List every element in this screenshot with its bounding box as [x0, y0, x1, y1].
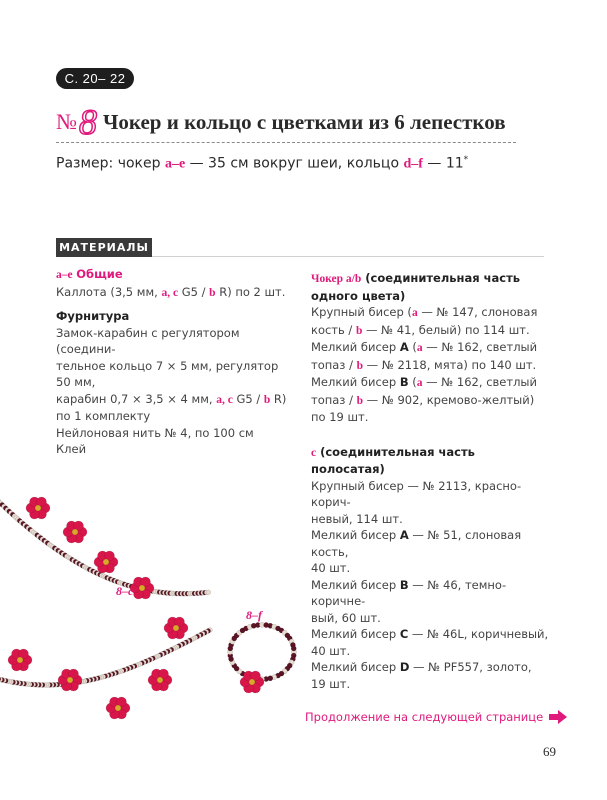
r2-text: кость /	[311, 322, 356, 337]
choker-ab-rest: (соединительная часть	[361, 271, 521, 285]
f3-mid: G5 /	[232, 391, 264, 406]
number-sign: №	[56, 109, 77, 134]
f3-a: a	[216, 393, 222, 406]
s9-D: D	[399, 660, 410, 674]
s3-end: — № 51, слоновая кость,	[311, 528, 522, 559]
materials-label: МАТЕРИАЛЫ	[59, 241, 149, 254]
s9-text: Мелкий бисер	[311, 660, 400, 674]
continue-text: Продолжение на следующей странице	[305, 710, 544, 724]
page-title: Чокер и кольцо с цветками из 6 лепестков	[103, 109, 506, 134]
r4-b: b	[356, 359, 364, 372]
choker-flower-3-center	[103, 559, 109, 565]
c-line-7	[311, 626, 551, 643]
choker-ab-heading	[311, 270, 551, 288]
project-number: 8	[79, 102, 97, 142]
materials-heading	[56, 238, 152, 257]
ab-line-7: по 19 шт.	[311, 410, 369, 424]
size-footnote-mark: *	[463, 155, 469, 165]
furnitura-line-4: по 1 комплекту	[56, 409, 151, 423]
furnitura-line-1: Замок-карабин с регулятором (соедини-	[56, 325, 240, 356]
callota-text: Каллота (3,5 мм,	[56, 284, 162, 299]
r6-end: — № 902, кремово-желтый)	[363, 392, 535, 407]
s3-A: A	[399, 528, 409, 542]
choker-flower-1-center	[35, 505, 41, 511]
ab-line-5	[311, 374, 551, 392]
c-line-3	[311, 527, 551, 560]
s7-text: Мелкий бисер	[311, 627, 400, 641]
callota-line	[56, 284, 296, 302]
r1-text: Крупный бисер (	[311, 305, 412, 319]
choker-c-rest: (соединительная часть полосатая)	[311, 444, 475, 476]
materials-rule	[152, 256, 544, 257]
r3-A: A	[399, 340, 409, 354]
ring-photo-label: 8–f	[246, 608, 262, 622]
ab-line-4	[311, 357, 551, 375]
furnitura-heading: Фурнитура	[56, 309, 130, 323]
c-line-4: 40 шт.	[311, 561, 351, 575]
furnitura-line-2: тельное кольцо 7 × 5 мм, регулятор 50 мм,	[56, 358, 279, 389]
r4-text: топаз /	[311, 357, 357, 372]
callota-end: R) по 2 шт.	[215, 284, 286, 299]
materials-right-column	[311, 270, 551, 692]
choker-ab-heading-line2: одного цвета)	[311, 288, 406, 303]
furnitura-line-3	[56, 391, 296, 409]
r4-end: — № 2118, мята) по 140 шт.	[363, 357, 537, 372]
r2-b: b	[355, 324, 363, 337]
ab-line-1	[311, 304, 551, 322]
r3-end: — № 162, светлый	[422, 340, 538, 354]
s5-end: — № 46, темно-коричне-	[311, 577, 507, 608]
common-word: Общие	[76, 267, 123, 281]
r5-end: — № 162, светлый	[422, 375, 537, 389]
choker-flower-6-center	[157, 677, 163, 683]
c-line-5	[311, 577, 551, 610]
size-suffix: — 11	[422, 155, 464, 172]
choker-c-label: c	[311, 446, 317, 459]
r3-paren: (	[408, 340, 417, 354]
c-line-9	[311, 659, 551, 676]
r6-b: b	[356, 394, 364, 407]
s5-B: B	[399, 577, 409, 592]
r5-paren: (	[408, 375, 417, 389]
choker-flower-9-center	[17, 657, 23, 663]
s7-end: — № 46L, коричневый,	[408, 627, 549, 641]
c-line-1: Крупный бисер — № 2113, красно-корич-	[311, 478, 522, 509]
size-mid: — 35 см вокруг шеи, кольцо	[185, 155, 404, 172]
r1-mid: — № 147, слоновая	[417, 305, 538, 319]
f3-b: b	[263, 393, 271, 406]
r1-a: a	[411, 307, 418, 319]
choker-photo-label: 8–c	[116, 584, 134, 598]
choker-ab-label: Чокер a/b	[311, 273, 362, 285]
s9-end: — № PF557, золото,	[409, 660, 532, 674]
r5-text: Мелкий бисер	[311, 375, 400, 389]
furnitura-line-6: Клей	[56, 442, 87, 456]
title-divider	[56, 142, 516, 143]
choker-flower-5-center	[173, 625, 179, 631]
f3-end: R)	[270, 391, 287, 406]
callota-c: , c	[167, 286, 179, 299]
materials-left-column	[56, 266, 296, 458]
callota-mid: G5 /	[178, 284, 210, 299]
c-line-8: 40 шт.	[311, 643, 351, 658]
size-range-ring: d–f	[403, 156, 423, 172]
r3-a: a	[416, 342, 423, 354]
page-range-badge	[56, 68, 134, 89]
c-line-10: 19 шт.	[311, 676, 351, 691]
common-letters: a–e	[56, 269, 73, 281]
size-line	[56, 155, 468, 173]
page-number: 69	[543, 744, 556, 759]
r5-a: a	[416, 377, 423, 389]
f3-c: , c	[221, 393, 233, 406]
s5-text: Мелкий бисер	[311, 577, 400, 592]
s3-text: Мелкий бисер	[311, 528, 400, 542]
s7-C: C	[399, 627, 409, 641]
c-line-2: невый, 114 шт.	[311, 511, 403, 526]
choker-flower-7-center	[115, 705, 121, 711]
choker-flower-2-center	[72, 529, 78, 535]
choker-flower-8-center	[67, 677, 73, 683]
ab-line-3	[311, 339, 551, 357]
ring-bead	[291, 646, 296, 651]
callota-a: a	[161, 286, 168, 299]
choker-c-heading	[311, 444, 551, 478]
r2-end: — № 41, белый) по 114 шт.	[362, 322, 530, 337]
ab-line-2	[311, 322, 551, 340]
beaded-jewelry-photo	[0, 470, 320, 740]
r5-B: B	[399, 375, 409, 389]
r6-text: топаз /	[311, 392, 357, 407]
arrow-right-icon	[549, 710, 567, 724]
ring-flower-center	[249, 679, 255, 685]
continue-note	[305, 710, 567, 724]
title-row	[56, 104, 506, 140]
ab-line-6	[311, 392, 551, 410]
choker-flower-4-center	[139, 585, 145, 591]
size-prefix: Размер: чокер	[56, 155, 165, 172]
seed-bead	[206, 590, 211, 595]
page-range-text: С. 20– 22	[64, 71, 126, 86]
common-heading	[56, 266, 296, 284]
f3-text: карабин 0,7 × 3,5 × 4 мм,	[56, 391, 217, 406]
c-line-6: вый, 60 шт.	[311, 610, 381, 625]
callota-b: b	[209, 286, 216, 299]
r3-text: Мелкий бисер	[311, 340, 400, 354]
size-range-choker: a–e	[164, 156, 186, 172]
furnitura-line-5: Нейлоновая нить № 4, по 100 см	[56, 425, 254, 440]
